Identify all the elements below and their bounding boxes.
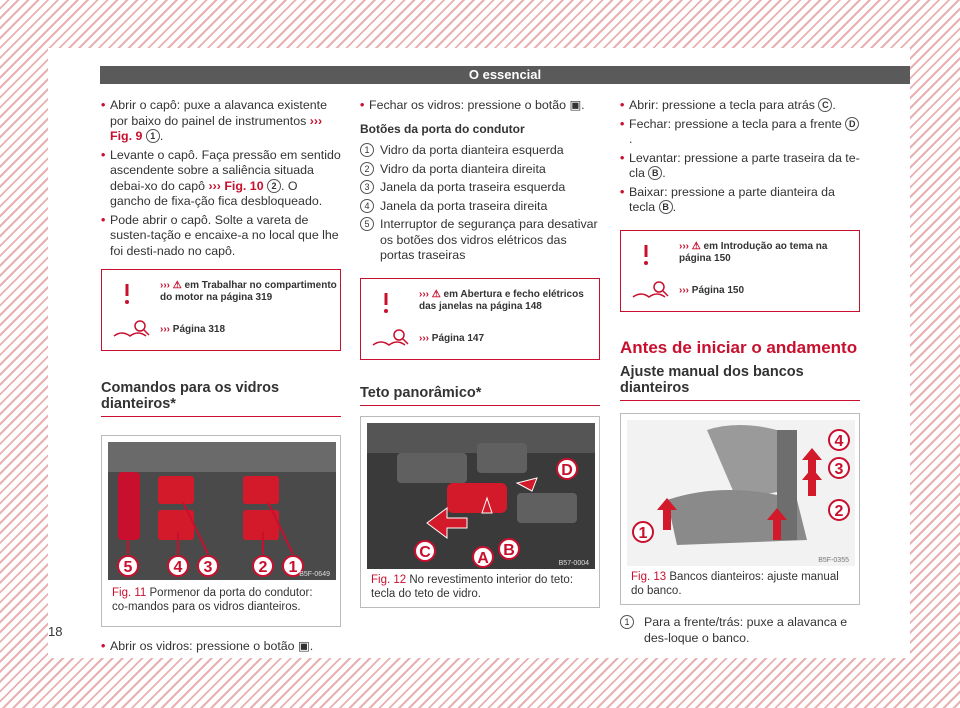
book-magnifier-icon <box>371 327 411 351</box>
bullet-open-windows: • Abrir os vidros: pressione o botão ▣. <box>101 639 341 655</box>
warning-link[interactable]: ››› ⚠ em Introdução ao tema na página 150 <box>679 240 828 264</box>
page-header: O essencial <box>100 66 910 84</box>
column-3 <box>620 98 860 646</box>
subheading-front-windows: Comandos para os vidros dianteiros* <box>101 381 341 417</box>
book-magnifier-icon <box>631 279 671 303</box>
marker-2: 2 <box>258 559 268 576</box>
bullet-close-windows: • Fechar os vidros: pressione o botão ▣. <box>360 98 600 114</box>
marker-5: 5 <box>123 559 133 576</box>
window-controls-photo <box>108 442 336 580</box>
page-link[interactable]: ››› Página 147 <box>419 332 485 344</box>
bullet-close-roof: • Fechar: pressione a tecla para a frente D. <box>620 117 860 148</box>
fig-reference[interactable]: Fig. 9 <box>110 129 143 143</box>
window-button-icon: ▣ <box>298 639 310 653</box>
marker-A: A <box>477 550 489 567</box>
marker-4: 4 <box>834 433 844 450</box>
bullet-raise-roof: • Levantar: pressione a parte traseira da te-cla B . <box>620 151 860 182</box>
section-title: Antes de iniciar o andamento <box>620 337 858 357</box>
marker-1: 1 <box>638 525 648 542</box>
warning-box <box>101 269 341 351</box>
list-item: 4 Janela da porta traseira direita <box>360 199 600 215</box>
list-item: 3 Janela da porta traseira esquerda <box>360 180 600 196</box>
marker-B: B <box>503 542 515 559</box>
marker-3: 3 <box>834 461 844 478</box>
page-link[interactable]: ››› Página 150 <box>679 284 745 296</box>
marker-D: D <box>561 462 573 479</box>
bullet-lower-roof: • Baixar: pressione a parte dianteira da tecla B . <box>620 185 860 216</box>
list-heading: Botões da porta do condutor <box>360 121 525 136</box>
figure-caption: Fig. 13 Bancos dianteiros: ajuste manual do banco. <box>631 571 839 597</box>
warning-box <box>620 230 860 312</box>
figure-caption: Fig. 12 No revestimento interior do teto: tecla do teto de vidro. <box>371 574 574 600</box>
figure-12 <box>360 416 600 608</box>
book-magnifier-icon <box>112 318 152 342</box>
list-item: 2 Vidro da porta dianteira direita <box>360 162 600 178</box>
column-2 <box>360 98 600 608</box>
column-1 <box>101 98 341 658</box>
number-badge: 2 <box>267 179 281 193</box>
bullet-open-hood: • Abrir o capô: puxe a alavanca existente por baixo do painel de instrumentos ››› Fig. 9 1 . <box>101 98 341 145</box>
marker-3: 3 <box>203 559 213 576</box>
warning-icon <box>114 282 140 306</box>
warning-link[interactable]: ››› ⚠ em Abertura e fecho elétricos das janelas na página 148 <box>419 288 584 312</box>
figure-caption: Fig. 11 Pormenor da porta do condutor: co-mandos para os vidros dianteiros. <box>112 587 313 613</box>
seat-photo <box>627 420 855 566</box>
page <box>48 48 910 658</box>
marker-2: 2 <box>834 503 844 520</box>
figure-11 <box>101 435 341 627</box>
page-link[interactable]: ››› Página 318 <box>160 324 226 335</box>
warning-box <box>360 278 600 360</box>
marker-C: C <box>419 544 431 561</box>
subheading-panoramic-roof: Teto panorâmico* <box>360 386 600 407</box>
marker-4: 4 <box>173 559 183 576</box>
figure-13 <box>620 413 860 605</box>
list-item: 5 Interruptor de segurança para desativar os botões dos vidros elétricos das portas traseiras <box>360 217 600 264</box>
warning-link[interactable]: ››› ⚠ em Trabalhar no compartimento do motor na página 319 <box>160 280 337 303</box>
bullet-open-roof: • Abrir: pressione a tecla para atrás C . <box>620 98 860 114</box>
figure-code: B5F-0649 <box>299 571 330 578</box>
figure-code: B5F-0355 <box>818 557 849 564</box>
fig-reference[interactable]: Fig. 10 <box>224 178 264 193</box>
warning-icon <box>633 243 659 267</box>
bullet-lift-hood: • Levante o capô. Faça pressão em sentido ascendente sobre a saliência situada debai-xo do capô ››› Fig. 10 2 . O gancho de fixa-ção fica desbloqueado. <box>101 148 341 210</box>
roof-switch-photo <box>367 423 595 569</box>
window-button-icon: ▣ <box>569 98 582 112</box>
step-1: 1 Para a frente/trás: puxe a alavanca e des-loque o banco. <box>620 615 860 646</box>
subheading-seat-adjust: Ajuste manual dos bancos dianteiros <box>620 365 860 401</box>
list-item: 1 Vidro da porta dianteira esquerda <box>360 143 600 159</box>
number-badge: 1 <box>146 129 160 143</box>
figure-code: B57-0004 <box>558 560 589 567</box>
bullet-prop-rod: • Pode abrir o capô. Solte a vareta de susten-tação e encaixe-a no local que lhe foi desti-nado no capô. <box>101 213 341 260</box>
marker-1: 1 <box>288 559 298 576</box>
warning-icon <box>373 291 399 315</box>
button-list <box>360 143 600 264</box>
page-number: 18 <box>48 624 63 639</box>
